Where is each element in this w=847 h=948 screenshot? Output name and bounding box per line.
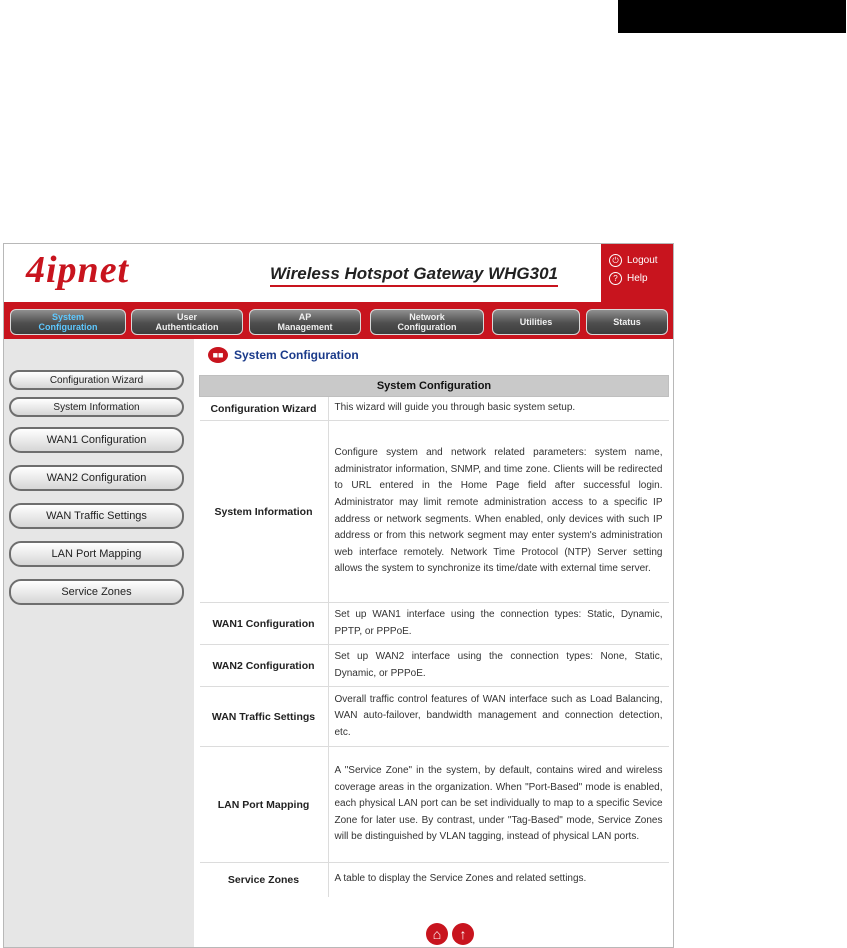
sidebar-item-lan-port-mapping[interactable] xyxy=(9,541,184,567)
brand-logo: 4ipnet xyxy=(26,249,130,291)
main-content xyxy=(196,339,673,947)
top-links xyxy=(601,244,673,302)
sidebar-item-label: System Information xyxy=(53,401,140,413)
sidebar-item-service-zones[interactable] xyxy=(9,579,184,605)
sidebar-item-label: Configuration Wizard xyxy=(49,374,144,386)
up-arrow-icon[interactable]: ↑ xyxy=(452,923,474,945)
tab-ap-management[interactable] xyxy=(249,309,361,335)
home-icon[interactable]: ⌂ xyxy=(426,923,448,945)
table-row xyxy=(200,687,669,747)
sidebar-item-wan2-configuration[interactable] xyxy=(9,465,184,491)
black-redaction-bar xyxy=(618,0,846,33)
help-icon: ? xyxy=(609,272,622,285)
sidebar-item-label: WAN Traffic Settings xyxy=(46,510,147,522)
row-key[interactable]: System Information xyxy=(200,421,329,603)
table-header-row xyxy=(200,376,669,397)
help-link[interactable] xyxy=(609,272,648,285)
tab-status[interactable] xyxy=(586,309,668,335)
sidebar-item-configuration-wizard[interactable] xyxy=(9,370,184,390)
row-description: Configure system and network related parameters: system name, administrator information, SNMP, and time zone. Clients will be redirected to URL entered in the Home Page field after successful login. Administrator may limit remote administration access to a specific IP address or network segments. When enabled, only devices with such IP address or from this network segment may enter system's administration web interface remotely. Network Time Protocol (NTP) Server setting allows the system to synchronize its time/date with external time server. xyxy=(328,421,669,603)
tab-label-line2: Management xyxy=(277,322,333,332)
row-key[interactable]: WAN Traffic Settings xyxy=(200,687,329,747)
logout-label: Logout xyxy=(627,255,658,266)
row-key[interactable]: Configuration Wizard xyxy=(200,397,329,421)
main-nav xyxy=(4,306,673,339)
tab-label-line1: Utilities xyxy=(519,317,553,327)
system-configuration-table xyxy=(199,375,669,897)
row-description: A table to display the Service Zones and related settings. xyxy=(328,863,669,897)
help-label: Help xyxy=(627,273,648,284)
table-row xyxy=(200,747,669,863)
tab-label-line1: User xyxy=(176,312,197,322)
page-title-text: System Configuration xyxy=(234,348,359,362)
row-description: Overall traffic control features of WAN interface such as Load Balancing, WAN auto-failover, bandwidth management and connection detection, etc. xyxy=(328,687,669,747)
tab-label-line2: Configuration xyxy=(397,322,457,332)
header xyxy=(4,244,673,306)
logout-link[interactable] xyxy=(609,254,658,267)
tab-label-line2: Configuration xyxy=(38,322,98,332)
sidebar-item-label: LAN Port Mapping xyxy=(51,548,142,560)
table-row xyxy=(200,645,669,687)
tab-network-configuration[interactable] xyxy=(370,309,484,335)
page-title xyxy=(208,347,359,363)
sidebar-item-label: WAN2 Configuration xyxy=(46,472,147,484)
tab-label-line1: AP xyxy=(298,312,312,322)
sidebar xyxy=(4,339,194,947)
tab-label-line1: System xyxy=(51,312,85,322)
row-key[interactable]: WAN1 Configuration xyxy=(200,603,329,645)
logout-icon: ⏻ xyxy=(609,254,622,267)
row-description: Set up WAN2 interface using the connection types: None, Static, Dynamic, or PPPoE. xyxy=(328,645,669,687)
sidebar-item-wan-traffic-settings[interactable] xyxy=(9,503,184,529)
row-description: Set up WAN1 interface using the connection types: Static, Dynamic, PPTP, or PPPoE. xyxy=(328,603,669,645)
row-key[interactable]: LAN Port Mapping xyxy=(200,747,329,863)
product-title: Wireless Hotspot Gateway WHG301 xyxy=(270,264,558,287)
tab-utilities[interactable] xyxy=(492,309,580,335)
table-row xyxy=(200,421,669,603)
footer-icons xyxy=(426,923,474,945)
row-description: This wizard will guide you through basic system setup. xyxy=(328,397,669,421)
tab-label-line2: Authentication xyxy=(155,322,219,332)
section-icon: ■■ xyxy=(208,347,228,363)
tab-user-authentication[interactable] xyxy=(131,309,243,335)
row-description: A "Service Zone" in the system, by default, contains wired and wireless coverage areas in the organization. When "Port-Based" mode is enabled, each physical LAN port can be set individually to map to a specific Sevice Zone for later use. By contrast, under "Tag-Based" mode, Service Zones will be distinguished by VLAN tagging, instead of physical LAN ports. xyxy=(328,747,669,863)
row-key[interactable]: WAN2 Configuration xyxy=(200,645,329,687)
table-header: System Configuration xyxy=(200,376,669,397)
sidebar-item-wan1-configuration[interactable] xyxy=(9,427,184,453)
tab-label-line1: Network xyxy=(409,312,445,322)
sidebar-item-label: Service Zones xyxy=(61,586,132,598)
table-row xyxy=(200,397,669,421)
tab-label-line1: Status xyxy=(613,317,641,327)
table-row xyxy=(200,603,669,645)
app-window xyxy=(3,243,674,948)
sidebar-item-system-information[interactable] xyxy=(9,397,184,417)
tab-system-configuration[interactable] xyxy=(10,309,126,335)
table-row xyxy=(200,863,669,897)
sidebar-item-label: WAN1 Configuration xyxy=(46,434,147,446)
row-key[interactable]: Service Zones xyxy=(200,863,329,897)
